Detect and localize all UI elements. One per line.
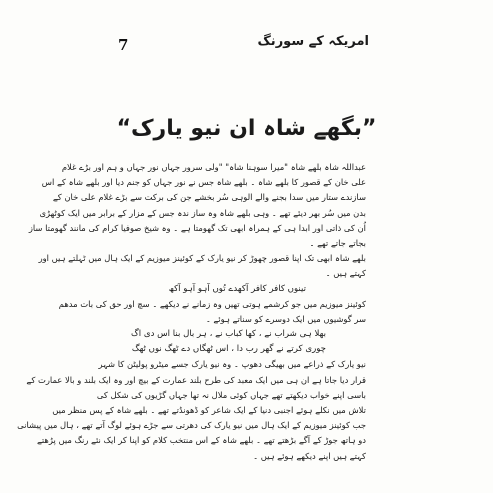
text-line: عبداللہ شاہ بلھے شاہ "میرا سوہنا شاہ" "ولی سرور جہاں نور جہاں و ہم اور بڑے غلام [61, 162, 366, 172]
text-line: بلھے شاہ ابھی تک اپنا قصور چھوڑ کر نیو یارک کے کوئینز میوزیم کے ایک ہال میں ٹہلتے ہیں اور [38, 253, 366, 264]
text-line: باسی اپنے خواب دیکھتے تھے جہاں کوئی ملال نہ تھا جہاں گڑیوں کی شکل کی [96, 389, 366, 400]
text-line: اُن کی ذاتی اور ابدا ہی کے ہمراہ ابھی تک گھومتا ہے ۔ وہ شیخ صوفیا کرام کی مانند گھومتا ساز [28, 222, 366, 233]
running-title: امریکہ کے سورنگ [257, 34, 369, 49]
text-line: جب کوئینز میوزیم کے ایک ہال میں نیو یارک کی دھرتی سے جڑے ہوئے لوگ آتے تھے ، ہال میں پیشانی [17, 420, 366, 431]
chapter-title: ”بگھے شاہ ان نیو یارک“ [116, 116, 377, 141]
verse-line: چوری کرتے نے گھر رب دا ، اس ٹھگاں دے ٹھگ نوں ٹھگ [131, 344, 326, 355]
text-line: علی خان کے قصور کا بلھے شاہ ۔ بلھے شاہ جس نے نور جہاں کو جنم دیا اور بلھے شاہ کے اس [41, 177, 366, 188]
text-line: دو ہاتھ جوڑ کے آگے بڑھتے تھے ۔ بلھے شاہ کے اس منتخب کلام کو اپنا کر ایک نئے رنگ میں پڑھتے [36, 435, 366, 446]
text-line: کوئینز میوزیم میں جو کرشمے ہوتی تھیں وہ زمانے نے دیکھے ۔ سچ اور حق کی بات مدھم [58, 298, 366, 309]
verse-line: بھلا ہی شراب نے ، کھا کباب نے ، ہر بال بنا اس دی اگ [131, 329, 326, 340]
body-text [17, 160, 366, 464]
text-line: قرار دیا جاتا ہے ان ہی میں ایک معبد کی طرح بلند عمارت کے بیچ اور وہ ایک بلند و بالا عمارت کے [26, 374, 366, 385]
verse-line: تینوں کافر کافر آکھدے تُوں آہو آہو آکھ [168, 283, 306, 294]
text-line: بجاتے جاتے تھے ۔ [309, 237, 366, 248]
text-line: نیو یارک کے ذراعے میں بھیگی دھوپ ۔ وہ نیو یارک جسے میٹرو پولیٹن کا شہر [98, 359, 366, 370]
page-number: 7 [118, 36, 129, 54]
text-line: کہتے ہیں ۔ [325, 268, 366, 279]
text-line: کہتے ہیں اپنے دیکھے ہوئے ہیں ۔ [253, 450, 366, 461]
text-line: سر گوشیوں میں ایک دوسرے کو سناتے ہوئے ۔ [205, 313, 366, 324]
text-line: بدن میں سُر بھر دیئے تھے ۔ وہی بلھے شاہ وہ ساز ندہ جس کے مزار کے برابر میں ایک کوٹھڑی [39, 207, 366, 218]
text-line: سازندے ستار میں سدا بجنے والے الوہی سُر بخشے جن کی برکت سے بڑے غلام علی خان کے [52, 192, 366, 203]
text-line: تلاش میں نکلے ہوئے اجنبی دنیا کے ایک شاعر کو ڈھونڈتے تھے ۔ بلھے شاہ کے پس منظر میں [52, 405, 366, 415]
